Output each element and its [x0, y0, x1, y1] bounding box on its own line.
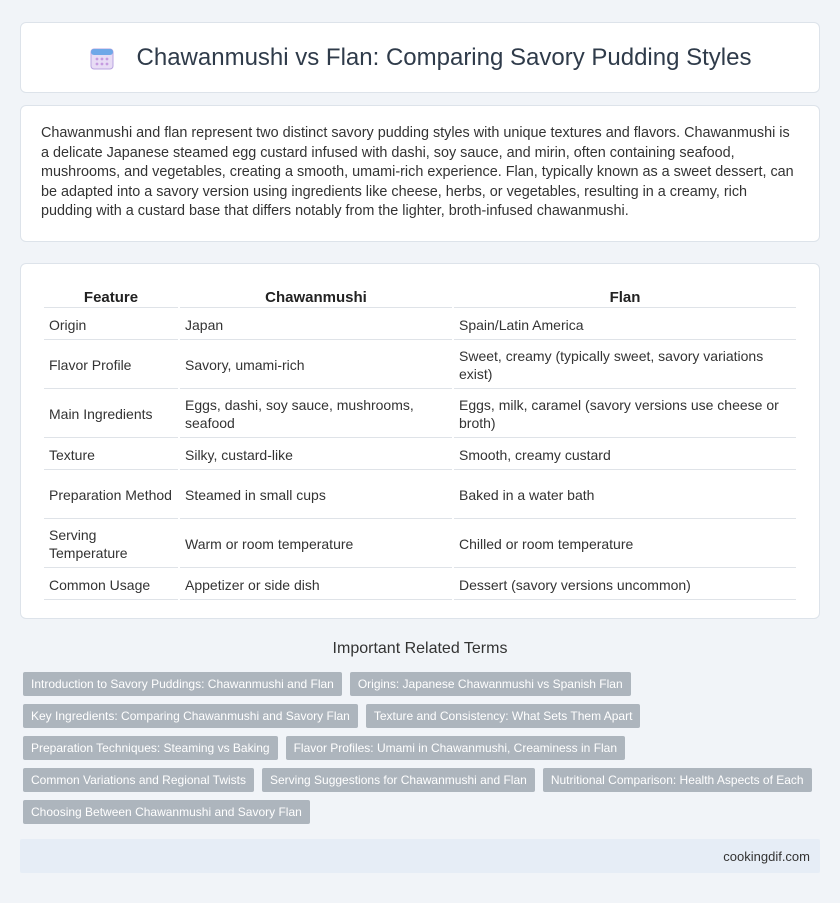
- related-term-tag[interactable]: Introduction to Savory Puddings: Chawanmushi and Flan: [23, 672, 342, 696]
- related-term-tag[interactable]: Preparation Techniques: Steaming vs Baking: [23, 736, 278, 760]
- header-feature: Feature: [44, 286, 178, 308]
- related-terms-list: [23, 672, 823, 832]
- table-cell: Eggs, milk, caramel (savory versions use cheese or broth): [454, 391, 796, 438]
- comparison-table: [42, 284, 798, 602]
- table-row: [44, 440, 796, 470]
- footer: [20, 839, 820, 873]
- calendar-icon: [89, 45, 115, 71]
- comparison-table-card: [20, 263, 820, 619]
- tag-row: [23, 704, 823, 728]
- table-cell: Preparation Method: [44, 472, 178, 519]
- table-row: [44, 310, 796, 340]
- related-term-tag[interactable]: Texture and Consistency: What Sets Them Apart: [366, 704, 641, 728]
- table-cell: Savory, umami-rich: [180, 342, 452, 389]
- table-cell: Texture: [44, 440, 178, 470]
- intro-paragraph: Chawanmushi and flan represent two distinct savory pudding styles with unique textures and flavors. Chawanmushi is a delicate Japanese steamed egg custard infused with dashi, soy sauce, and mirin, often containing seafood, mushrooms, and vegetables, creating a smooth, umami-rich experience. Flan, typically known as a sweet dessert, can be adapted into a savory version using ingredients like cheese, herbs, or vegetables, resulting in a creamy, rich pudding with a custard base that differs notably from the lighter, broth-infused chawanmushi.: [41, 125, 794, 220]
- related-term-tag[interactable]: Serving Suggestions for Chawanmushi and Flan: [262, 768, 535, 792]
- table-cell: Dessert (savory versions uncommon): [454, 570, 796, 600]
- table-cell: Common Usage: [44, 570, 178, 600]
- table-cell: Flavor Profile: [44, 342, 178, 389]
- table-row: [44, 342, 796, 389]
- table-row: [44, 391, 796, 438]
- table-cell: Spain/Latin America: [454, 310, 796, 340]
- table-cell: Warm or room temperature: [180, 521, 452, 568]
- table-row: [44, 521, 796, 568]
- table-cell: Serving Temperature: [44, 521, 178, 568]
- table-cell: Baked in a water bath: [454, 472, 796, 519]
- table-cell: Chilled or room temperature: [454, 521, 796, 568]
- table-row: [44, 570, 796, 600]
- tag-row: [23, 736, 823, 760]
- table-cell: Sweet, creamy (typically sweet, savory variations exist): [454, 342, 796, 389]
- title-card: [20, 22, 820, 93]
- table-cell: Eggs, dashi, soy sauce, mushrooms, seafood: [180, 391, 452, 438]
- tag-row: [23, 768, 823, 792]
- table-cell: Smooth, creamy custard: [454, 440, 796, 470]
- table-cell: Japan: [180, 310, 452, 340]
- related-term-tag[interactable]: Origins: Japanese Chawanmushi vs Spanish Flan: [350, 672, 631, 696]
- table-cell: Steamed in small cups: [180, 472, 452, 519]
- table-cell: Main Ingredients: [44, 391, 178, 438]
- table-cell: Appetizer or side dish: [180, 570, 452, 600]
- related-term-tag[interactable]: Common Variations and Regional Twists: [23, 768, 254, 792]
- tag-row: [23, 672, 823, 696]
- table-row: [44, 472, 796, 519]
- tag-row: [23, 800, 823, 824]
- related-term-tag[interactable]: Key Ingredients: Comparing Chawanmushi and Savory Flan: [23, 704, 358, 728]
- table-header-row: [44, 286, 796, 308]
- related-term-tag[interactable]: Choosing Between Chawanmushi and Savory Flan: [23, 800, 310, 824]
- intro-card: [20, 105, 820, 242]
- related-term-tag[interactable]: Flavor Profiles: Umami in Chawanmushi, Creaminess in Flan: [286, 736, 625, 760]
- header-chawanmushi: Chawanmushi: [180, 286, 452, 308]
- table-cell: Silky, custard-like: [180, 440, 452, 470]
- related-term-tag[interactable]: Nutritional Comparison: Health Aspects of Each: [543, 768, 812, 792]
- header-flan: Flan: [454, 286, 796, 308]
- table-cell: Origin: [44, 310, 178, 340]
- related-terms-title: Important Related Terms: [332, 640, 508, 657]
- page-title: Chawanmushi vs Flan: Comparing Savory Pudding Styles: [136, 43, 752, 71]
- footer-site-name[interactable]: cookingdif.com: [723, 848, 810, 864]
